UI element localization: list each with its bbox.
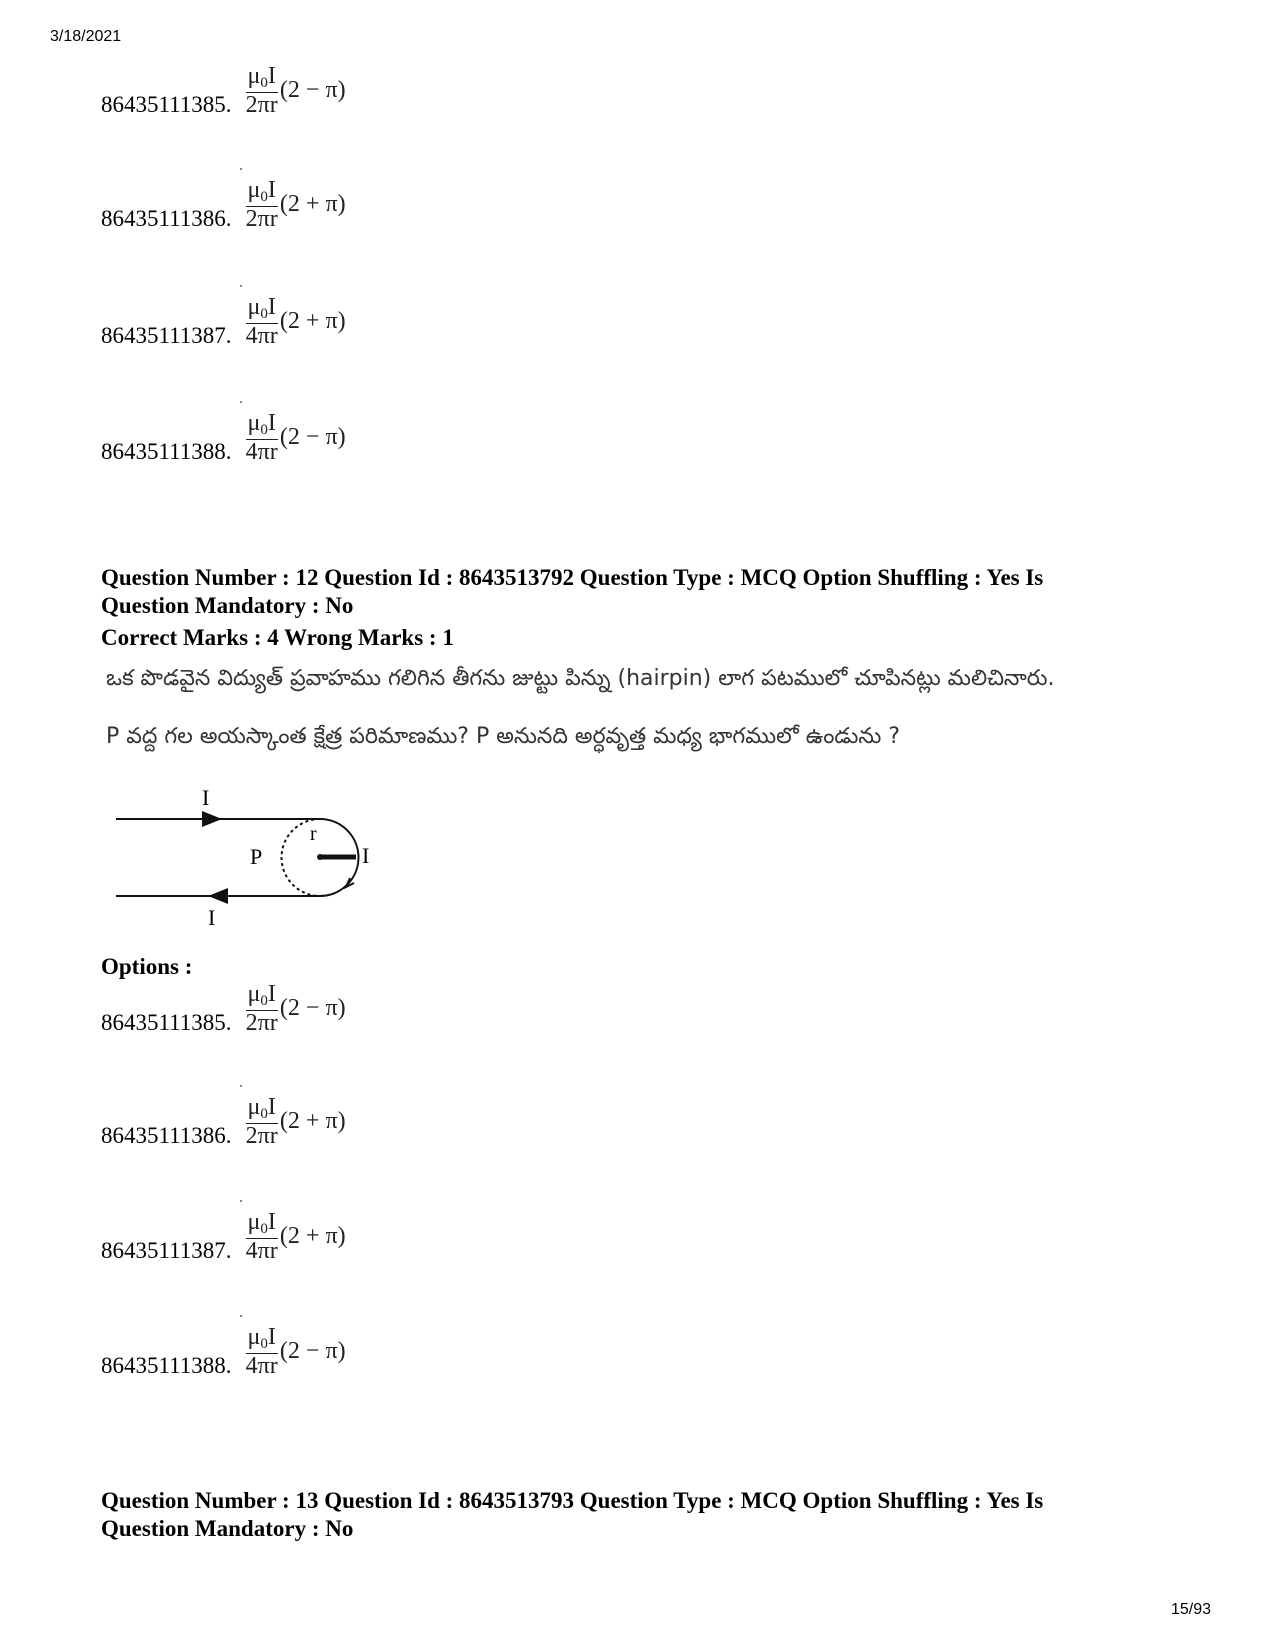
option-id: 86435111386. bbox=[101, 1122, 232, 1148]
point-p bbox=[317, 854, 323, 860]
label-r: r bbox=[310, 823, 317, 845]
option-formula: $\frac{\mu_0I}{4\pi r}$ (2 − π) bbox=[246, 1325, 346, 1379]
question-text-line-2: P వద్ద గల అయస్కాంత క్షేత్ర పరిమాణము? P అనునది అర్ధవృత్త మధ్య భాగములో ఉండును ? bbox=[106, 724, 901, 749]
print-date: 3/18/2021 bbox=[50, 28, 122, 45]
option-id: 86435111388. bbox=[101, 438, 232, 464]
option-id: 86435111386. bbox=[101, 205, 232, 231]
option-id: 86435111385. bbox=[101, 91, 232, 117]
options-label: Options : bbox=[101, 954, 193, 979]
label-top-current: I bbox=[202, 785, 210, 810]
option-formula: $\frac{\mu_0I}{4\pi r}$ (2 − π) bbox=[246, 411, 346, 465]
question-header: Question Number : 13 Question Id : 8643513793 Question Type : MCQ Option Shuffling : Yes Is Question Mandatory : No bbox=[101, 1488, 1044, 1541]
option-id: 86435111387. bbox=[101, 1237, 232, 1263]
option-formula: $\frac{\mu_0I}{4\pi r}$ (2 + π) bbox=[246, 1210, 346, 1264]
option-row bbox=[101, 178, 346, 232]
option-row bbox=[101, 1210, 346, 1264]
question-text-line-1: ఒక పొడవైన విద్యుత్ ప్రవాహము గలిగిన తీగను జుట్టు పిన్ను (hairpin) లాగ పటములో చూపినట్లు మలిచినారు. bbox=[106, 666, 1055, 691]
option-row bbox=[101, 1325, 346, 1379]
option-id: 86435111385. bbox=[101, 1009, 232, 1035]
label-p: P bbox=[250, 844, 263, 869]
option-row bbox=[101, 295, 346, 349]
option-formula: $\frac{\mu_0I}{2\pi r}$ (2 − π) bbox=[245, 981, 346, 1036]
label-right-current: I bbox=[362, 843, 370, 868]
option-formula: $\frac{\mu_0I}{2\pi r}$ (2 − π) bbox=[245, 63, 346, 118]
option-formula: $\frac{\mu_0I}{2\pi r}$ (2 + π) bbox=[246, 178, 346, 232]
option-id: 86435111388. bbox=[101, 1352, 232, 1378]
option-formula: $\frac{\mu_0I}{2\pi r}$ (2 + π) bbox=[246, 1095, 346, 1149]
option-id: 86435111387. bbox=[101, 322, 232, 348]
question-marks: Correct Marks : 4 Wrong Marks : 1 bbox=[101, 625, 454, 650]
page-number: 15/93 bbox=[1170, 1601, 1211, 1618]
question-header: Question Number : 12 Question Id : 8643513792 Question Type : MCQ Option Shuffling : Yes Is Question Mandatory : No bbox=[101, 565, 1044, 618]
hairpin-figure bbox=[110, 775, 410, 935]
option-formula: $\frac{\mu_0I}{4\pi r}$ (2 + π) bbox=[246, 295, 346, 349]
option-row bbox=[101, 411, 346, 465]
label-bottom-current: I bbox=[208, 905, 216, 930]
option-row bbox=[101, 982, 346, 1036]
option-row bbox=[101, 1095, 346, 1149]
option-row bbox=[101, 64, 346, 118]
